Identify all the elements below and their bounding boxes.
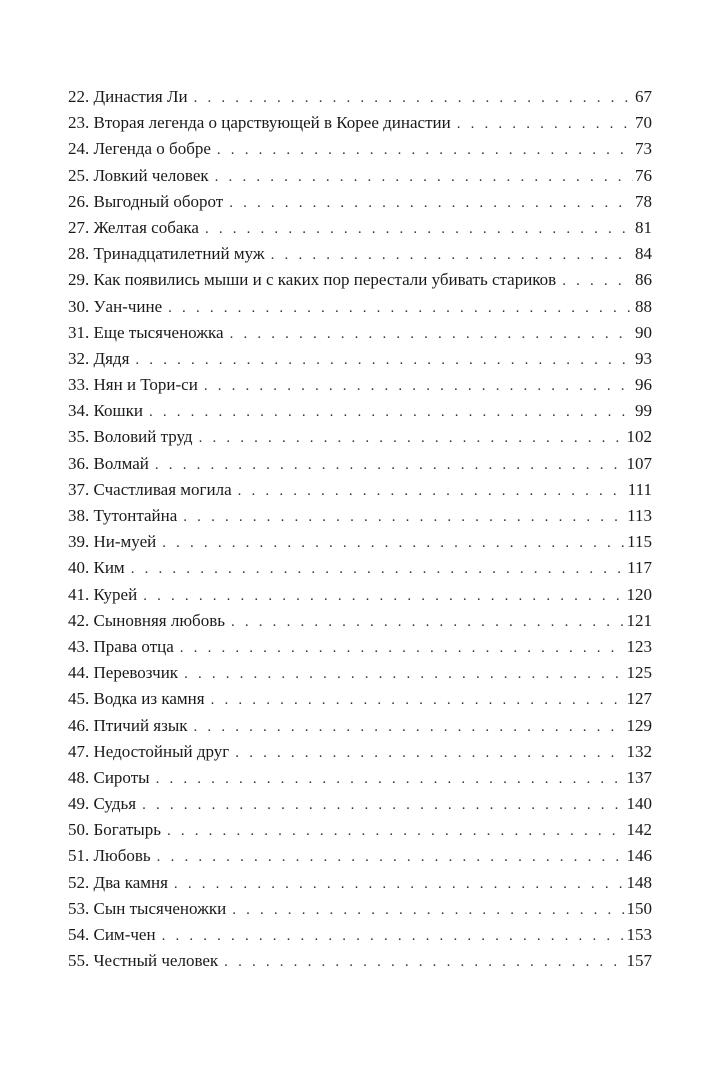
toc-entry-page: 142 xyxy=(626,820,652,840)
toc-entry-page: 148 xyxy=(626,872,652,892)
toc-entry xyxy=(68,451,652,477)
toc-entry-title: 44. Перевозчик xyxy=(68,663,179,683)
toc-dot-leader xyxy=(271,242,633,268)
toc-entry xyxy=(68,608,652,634)
toc-entry-page: 127 xyxy=(626,689,652,709)
toc-dot-leader xyxy=(131,556,625,582)
toc-entry xyxy=(68,477,652,503)
toc-entry xyxy=(68,84,652,110)
toc-entry-page: 121 xyxy=(626,610,652,630)
toc-entry xyxy=(68,503,652,529)
toc-entry-page: 99 xyxy=(635,401,652,421)
toc-entry xyxy=(68,739,652,765)
toc-entry-title: 27. Желтая собака xyxy=(68,217,199,237)
table-of-contents xyxy=(68,84,652,974)
toc-entry-title: 32. Дядя xyxy=(68,348,130,368)
toc-entry-title: 37. Счастливая могила xyxy=(68,479,232,499)
toc-entry-title: 50. Богатырь xyxy=(68,820,161,840)
toc-entry-page: 93 xyxy=(635,348,652,368)
toc-entry xyxy=(68,241,652,267)
toc-entry-title: 47. Недостойный друг xyxy=(68,741,230,761)
toc-entry-title: 33. Нян и Тори-си xyxy=(68,375,198,395)
toc-entry-title: 53. Сын тысяченожки xyxy=(68,898,227,918)
toc-dot-leader xyxy=(155,452,625,478)
toc-entry xyxy=(68,215,652,241)
toc-entry-title: 23. Вторая легенда о царствующей в Корее династии xyxy=(68,113,451,133)
toc-entry-title: 30. Уан-чине xyxy=(68,296,163,316)
toc-entry-title: 22. Династия Ли xyxy=(68,87,188,106)
toc-dot-leader xyxy=(180,635,625,661)
toc-dot-leader xyxy=(215,164,633,190)
toc-dot-leader xyxy=(217,137,633,163)
toc-entry xyxy=(68,817,652,843)
toc-entry xyxy=(68,110,652,136)
toc-dot-leader xyxy=(211,687,625,713)
toc-entry xyxy=(68,713,652,739)
toc-entry xyxy=(68,529,652,555)
toc-entry xyxy=(68,320,652,346)
toc-entry-page: 81 xyxy=(635,217,652,237)
toc-entry-title: 55. Честный человек xyxy=(68,951,219,971)
toc-dot-leader xyxy=(204,373,633,399)
toc-entry-title: 35. Воловий труд xyxy=(68,427,193,447)
toc-dot-leader xyxy=(135,347,633,373)
toc-entry xyxy=(68,136,652,162)
toc-dot-leader xyxy=(224,949,624,975)
toc-entry xyxy=(68,163,652,189)
toc-entry-page: 132 xyxy=(626,741,652,761)
toc-entry-title: 46. Птичий язык xyxy=(68,715,188,735)
toc-entry-page: 150 xyxy=(626,898,652,918)
toc-entry-title: 26. Выгодный оборот xyxy=(68,191,224,211)
toc-entry xyxy=(68,267,652,293)
toc-entry xyxy=(68,843,652,869)
toc-entry-page: 88 xyxy=(635,296,652,316)
toc-entry-page: 129 xyxy=(626,715,652,735)
toc-entry-title: 25. Ловкий человек xyxy=(68,165,209,185)
toc-entry-page: 123 xyxy=(626,636,652,656)
toc-dot-leader xyxy=(156,766,625,792)
toc-entry xyxy=(68,189,652,215)
toc-entry-page: 84 xyxy=(635,244,652,264)
toc-entry-title: 48. Сироты xyxy=(68,767,150,787)
toc-dot-leader xyxy=(149,399,633,425)
toc-entry-page: 86 xyxy=(635,270,652,290)
toc-entry-title: 39. Ни-муей xyxy=(68,532,157,552)
toc-entry xyxy=(68,398,652,424)
toc-entry-title: 54. Сим-чен xyxy=(68,925,156,944)
toc-entry-page: 96 xyxy=(635,375,652,395)
toc-entry-title: 38. Тутонтайна xyxy=(68,506,178,525)
toc-entry-title: 28. Тринадцатилетний муж xyxy=(68,244,265,264)
toc-dot-leader xyxy=(143,583,624,609)
toc-dot-leader xyxy=(174,871,625,897)
toc-entry-title: 24. Легенда о бобре xyxy=(68,139,211,159)
toc-entry-title: 51. Любовь xyxy=(68,846,151,866)
toc-entry-page: 113 xyxy=(627,506,652,525)
toc-entry-title: 41. Курей xyxy=(68,584,138,604)
toc-entry-page: 107 xyxy=(626,453,652,473)
toc-entry-page: 90 xyxy=(635,322,652,342)
toc-dot-leader xyxy=(183,504,625,530)
toc-entry-page: 115 xyxy=(627,532,652,552)
toc-entry-title: 45. Водка из камня xyxy=(68,689,205,709)
toc-entry xyxy=(68,424,652,450)
toc-dot-leader xyxy=(457,111,633,137)
toc-entry-page: 125 xyxy=(626,663,652,683)
toc-entry xyxy=(68,634,652,660)
toc-entry xyxy=(68,660,652,686)
toc-entry xyxy=(68,765,652,791)
toc-entry-page: 146 xyxy=(626,846,652,866)
toc-entry-page: 67 xyxy=(635,87,652,106)
toc-entry xyxy=(68,870,652,896)
toc-entry-page: 76 xyxy=(635,165,652,185)
toc-entry-page: 157 xyxy=(626,951,652,971)
toc-entry-title: 34. Кошки xyxy=(68,401,143,421)
toc-entry-page: 102 xyxy=(626,427,652,447)
toc-entry xyxy=(68,791,652,817)
toc-entry xyxy=(68,582,652,608)
toc-entry-title: 43. Права отца xyxy=(68,636,174,656)
toc-entry xyxy=(68,555,652,581)
toc-entry xyxy=(68,922,652,948)
toc-dot-leader xyxy=(235,740,624,766)
toc-entry-title: 29. Как появились мыши и с каких пор перестали убивать стариков xyxy=(68,270,557,290)
toc-dot-leader xyxy=(184,661,624,687)
toc-dot-leader xyxy=(168,295,633,321)
toc-entry-page: 78 xyxy=(635,191,652,211)
toc-entry-title: 40. Ким xyxy=(68,558,125,578)
toc-entry xyxy=(68,346,652,372)
toc-dot-leader xyxy=(232,897,624,923)
toc-dot-leader xyxy=(238,478,626,504)
toc-dot-leader xyxy=(194,714,625,740)
toc-entry-page: 137 xyxy=(626,767,652,787)
toc-dot-leader xyxy=(162,923,625,949)
toc-dot-leader xyxy=(199,425,625,451)
toc-entry-page: 117 xyxy=(627,558,652,578)
toc-entry-page: 70 xyxy=(635,113,652,133)
toc-entry-page: 73 xyxy=(635,139,652,159)
toc-entry-page: 153 xyxy=(626,925,652,944)
toc-dot-leader xyxy=(562,268,633,294)
toc-dot-leader xyxy=(157,844,625,870)
toc-entry-title: 36. Волмай xyxy=(68,453,149,473)
toc-entry xyxy=(68,896,652,922)
toc-entry xyxy=(68,948,652,974)
toc-dot-leader xyxy=(142,792,624,818)
toc-dot-leader xyxy=(167,818,625,844)
toc-dot-leader xyxy=(230,321,633,347)
toc-entry-page: 111 xyxy=(627,479,652,499)
toc-dot-leader xyxy=(205,216,633,242)
toc-entry xyxy=(68,686,652,712)
toc-entry-title: 52. Два камня xyxy=(68,872,168,892)
toc-entry-title: 42. Сыновняя любовь xyxy=(68,610,225,630)
toc-dot-leader xyxy=(231,609,625,635)
toc-entry-title: 31. Еще тысяченожка xyxy=(68,322,224,342)
toc-entry xyxy=(68,372,652,398)
toc-dot-leader xyxy=(229,190,633,216)
toc-entry xyxy=(68,294,652,320)
toc-dot-leader xyxy=(194,85,633,111)
toc-entry-title: 49. Судья xyxy=(68,794,137,814)
toc-dot-leader xyxy=(162,530,625,556)
toc-entry-page: 120 xyxy=(626,584,652,604)
toc-entry-page: 140 xyxy=(626,794,652,814)
